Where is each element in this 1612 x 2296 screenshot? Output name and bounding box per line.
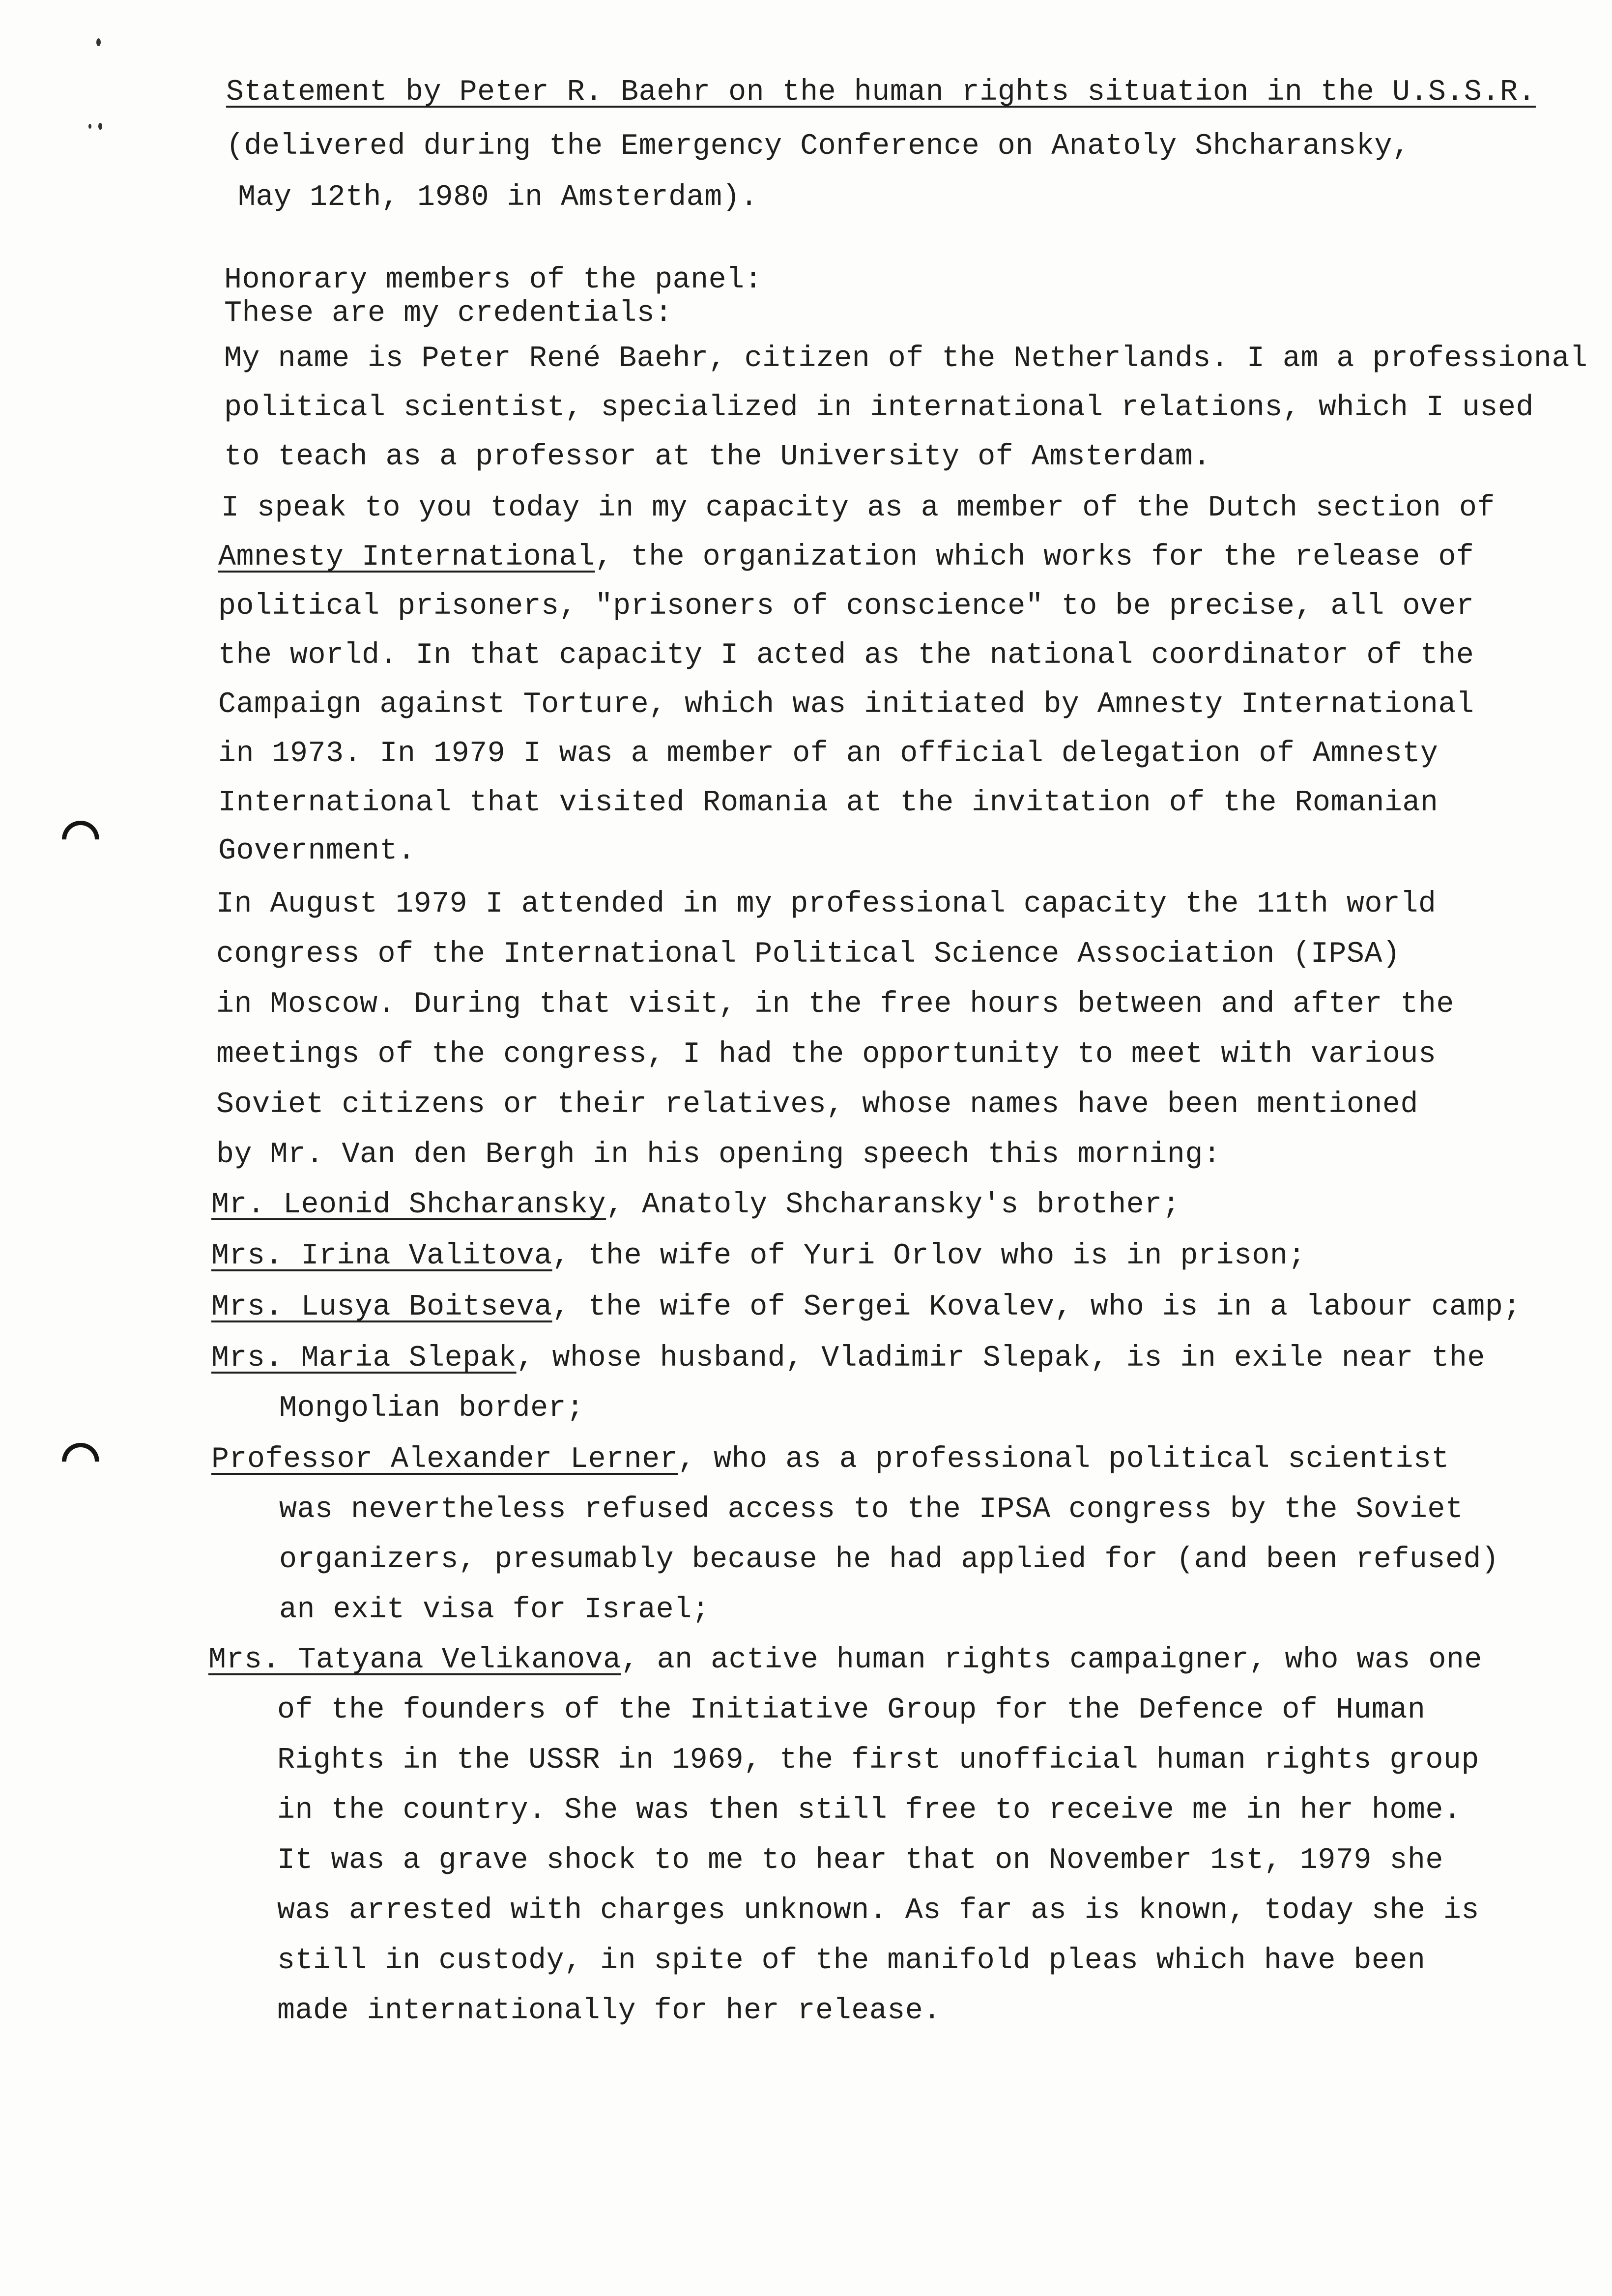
text-line: the world. In that capacity I acted as the national coordinator of the: [218, 639, 1474, 672]
person-name: Mrs. Irina Valitova: [211, 1239, 552, 1273]
text-fragment: , the organization which works for the release of: [595, 541, 1474, 574]
person-description: , whose husband, Vladimir Slepak, is in exile near the: [516, 1342, 1485, 1375]
text-line: was arrested with charges unknown. As far as is known, today she is: [277, 1894, 1479, 1927]
ink-speck: [88, 124, 91, 129]
text-line: In August 1979 I attended in my professional capacity the 11th world: [216, 888, 1437, 921]
text-line: [208, 1645, 1482, 1675]
text-line: in the country. She was then still free to receive me in her home.: [277, 1794, 1462, 1827]
document-title: Statement by Peter R. Baehr on the human rights situation in the U.S.S.R.: [226, 76, 1536, 109]
person-description: , Anatoly Shcharansky's brother;: [606, 1188, 1180, 1222]
list-item: [211, 1241, 1306, 1271]
salutation: Honorary members of the panel:: [224, 263, 763, 297]
text-line: My name is Peter René Baehr, citizen of the Netherlands. I am a professional: [224, 342, 1588, 375]
person-description: , the wife of Sergei Kovalev, who is in a labour camp;: [552, 1291, 1521, 1324]
text-line: [218, 543, 1474, 572]
person-description: , who as a professional political scientist: [678, 1443, 1449, 1476]
text-line: It was a grave shock to me to hear that on November 1st, 1979 she: [277, 1844, 1443, 1877]
text-line: Mongolian border;: [279, 1392, 584, 1425]
person-name: Professor Alexander Lerner: [211, 1443, 678, 1476]
text-line: still in custody, in spite of the manifold pleas which have been: [277, 1944, 1426, 1978]
text-line: an exit visa for Israel;: [279, 1593, 710, 1627]
text-line: Soviet citizens or their relatives, whose names have been mentioned: [216, 1088, 1418, 1121]
amnesty-international-underlined: Amnesty International: [218, 541, 595, 574]
credentials-intro: These are my credentials:: [224, 297, 673, 330]
text-line: meetings of the congress, I had the opportunity to meet with various: [216, 1038, 1437, 1071]
text-line: to teach as a professor at the University of Amsterdam.: [224, 440, 1211, 474]
text-line: organizers, presumably because he had applied for (and been refused): [279, 1543, 1499, 1577]
text-line: Rights in the USSR in 1969, the first unofficial human rights group: [277, 1744, 1479, 1777]
text-line: [211, 1344, 1485, 1373]
person-description: , the wife of Yuri Orlov who is in prison;: [552, 1239, 1306, 1273]
text-line: Government.: [218, 834, 416, 868]
title-subline: May 12th, 1980 in Amsterdam).: [238, 181, 758, 214]
person-description: , an active human rights campaigner, who was one: [621, 1643, 1482, 1677]
ink-speck: [96, 38, 101, 46]
title-subline: (delivered during the Emergency Conference on Anatoly Shcharansky,: [226, 130, 1410, 163]
text-line: by Mr. Van den Bergh in his opening speech this morning:: [216, 1138, 1221, 1172]
text-line: in 1973. In 1979 I was a member of an official delegation of Amnesty: [218, 737, 1439, 771]
person-name: Mrs. Maria Slepak: [211, 1342, 517, 1375]
text-line: International that visited Romania at the invitation of the Romanian: [218, 786, 1439, 820]
list-item: [211, 1190, 1180, 1220]
text-line: I speak to you today in my capacity as a member of the Dutch section of: [221, 491, 1495, 525]
text-line: made internationally for her release.: [277, 1994, 941, 2028]
person-name: Mrs. Lusya Boitseva: [211, 1291, 552, 1324]
text-line: of the founders of the Initiative Group for the Defence of Human: [277, 1693, 1426, 1727]
text-line: was nevertheless refused access to the IPSA congress by the Soviet: [279, 1493, 1464, 1526]
ink-speck: [98, 123, 102, 130]
person-name: Mrs. Tatyana Velikanova: [208, 1643, 621, 1677]
text-line: political scientist, specialized in international relations, which I used: [224, 391, 1534, 425]
list-item: [211, 1292, 1521, 1322]
text-line: Campaign against Torture, which was initiated by Amnesty International: [218, 688, 1474, 721]
text-line: in Moscow. During that visit, in the free hours between and after the: [216, 988, 1454, 1021]
punch-hole-upper: [54, 813, 107, 865]
text-line: political prisoners, "prisoners of conscience" to be precise, all over: [218, 590, 1474, 623]
text-line: congress of the International Political Science Association (IPSA): [216, 938, 1401, 971]
punch-hole-lower: [54, 1435, 107, 1488]
person-name: Mr. Leonid Shcharansky: [211, 1188, 606, 1222]
text-line: [211, 1445, 1449, 1474]
